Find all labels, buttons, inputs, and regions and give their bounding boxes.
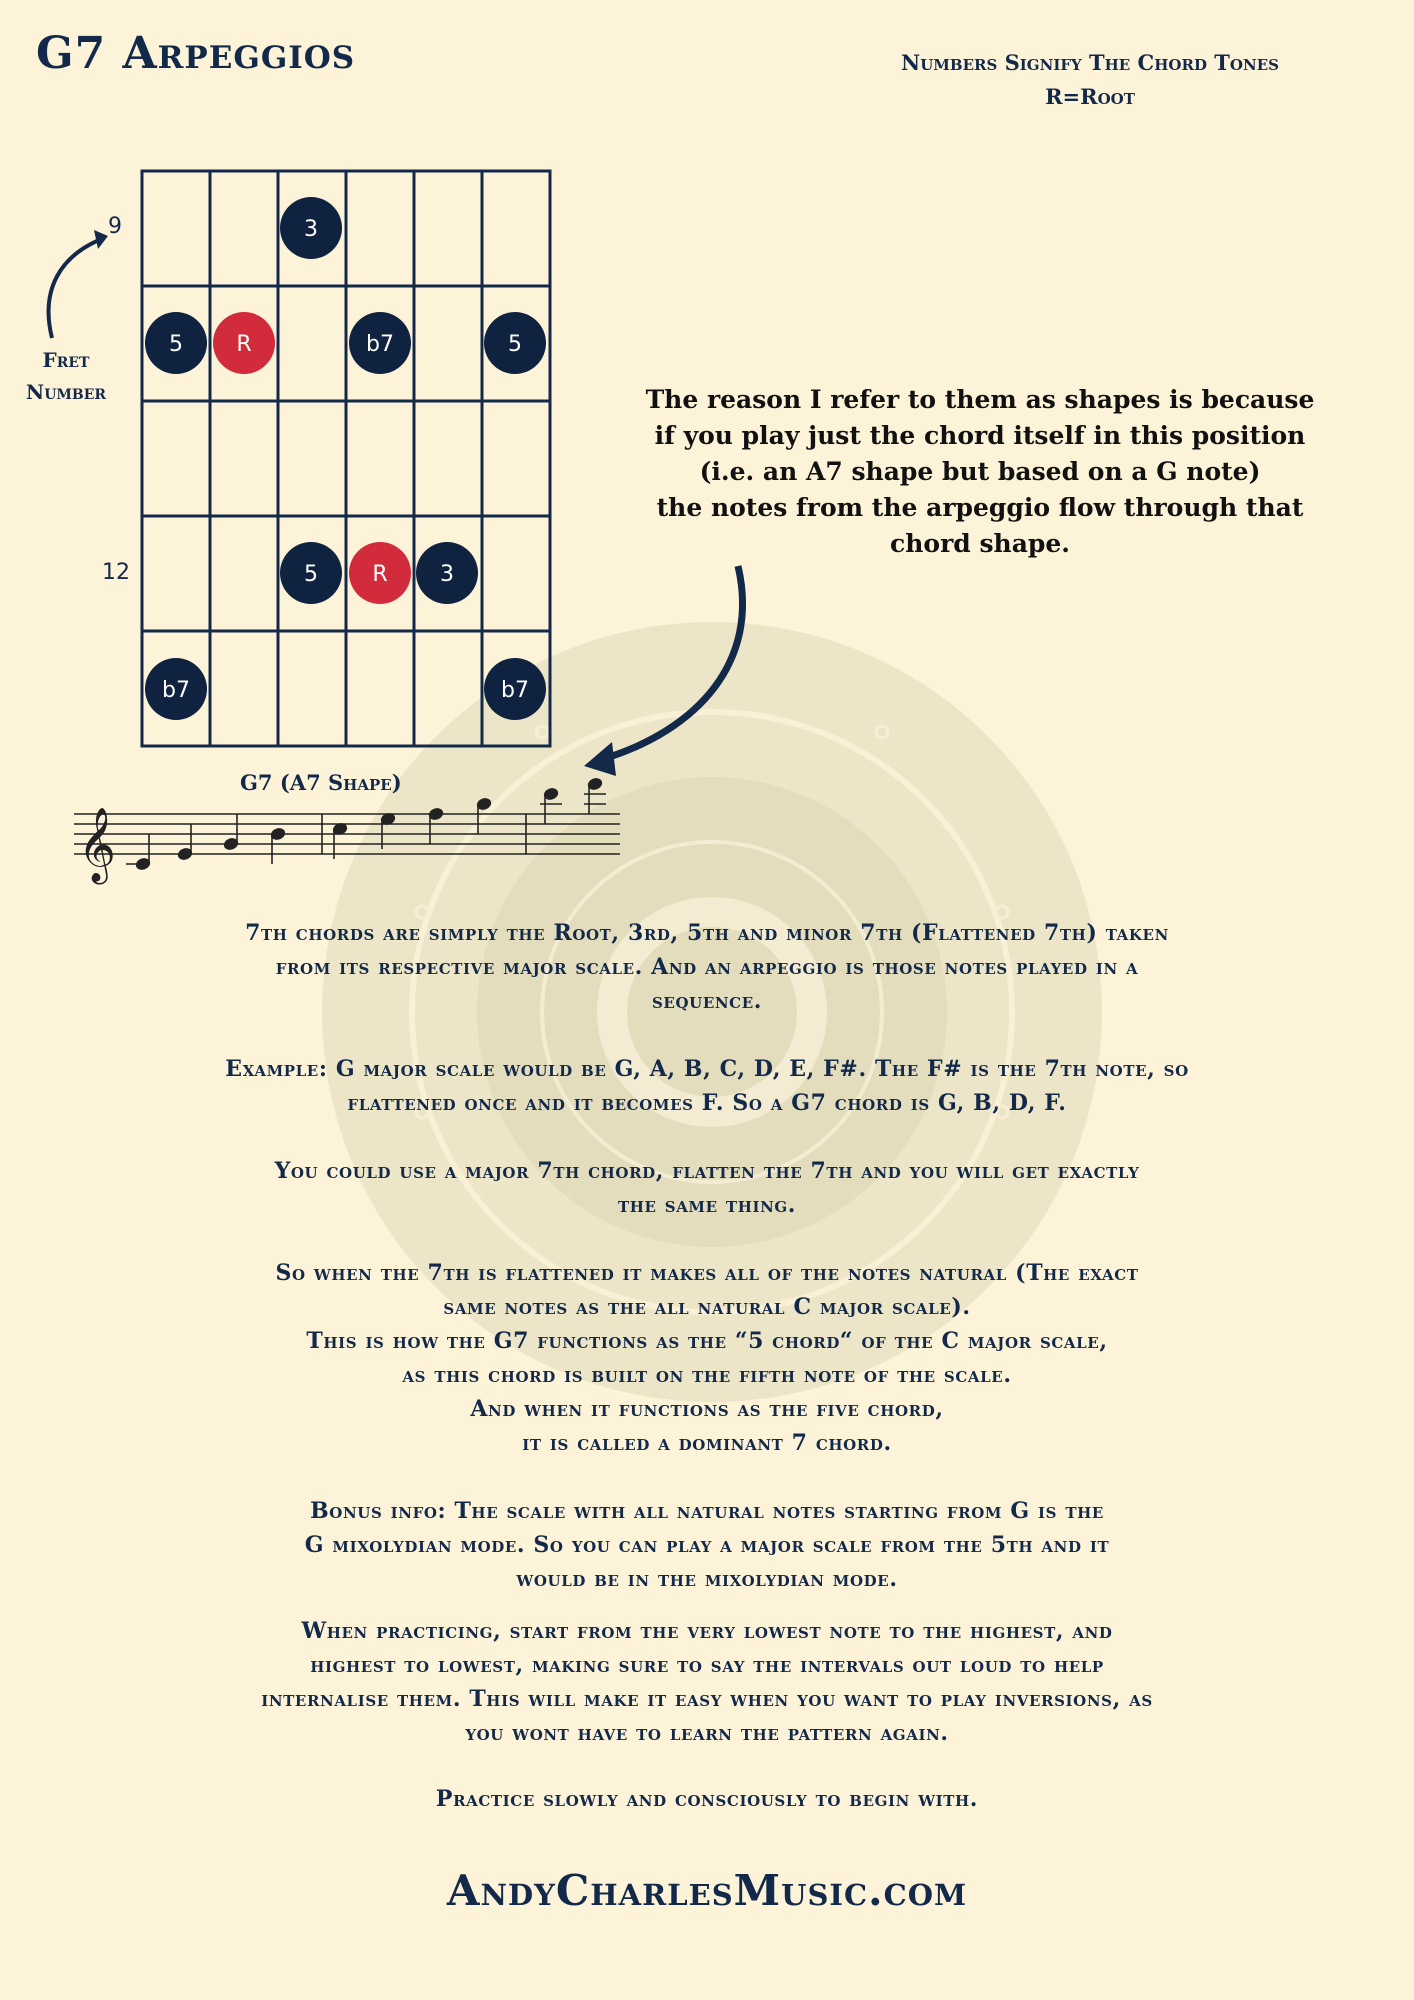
shape-explanation [640,382,1320,562]
paragraph-dominant [100,1256,1314,1460]
fret-number-arrow [49,230,108,338]
fret-number-label-line: Number [25,380,107,404]
chord-tone-note-line: Numbers Signify The Chord Tones [901,50,1279,75]
page-title: G7 Arpeggios [36,28,356,79]
paragraph-definition [100,916,1314,1018]
fret-dot [145,658,207,720]
explanation-line: the notes from the arpeggio flow through that [656,493,1304,522]
fret-number-label-line: Fret [42,348,90,372]
paragraph-practice [100,1614,1314,1750]
fret-dot [484,312,546,374]
paragraph-line: the same thing. [617,1192,797,1218]
paragraph-line: Example: G major scale would be G, A, B, C, D, E, F#. The F# is the 7th note, so [225,1056,1189,1082]
paragraph-example [100,1052,1314,1120]
fret-dot-label: R [236,332,252,357]
explanation-line: chord shape. [890,529,1070,558]
fret-dot [280,542,342,604]
fret-dot-label: 5 [304,562,318,587]
paragraph-line: You could use a major 7th chord, flatten the 7th and you will get exactly [274,1158,1140,1184]
root-legend: R=Root [1045,84,1135,109]
paragraph-line: When practicing, start from the very lowest note to the highest, and [301,1618,1113,1644]
paragraph-line: same notes as the all natural C major scale). [443,1294,971,1320]
explanation-line: if you play just the chord itself in this position [654,421,1306,450]
paragraph-slowly [100,1782,1314,1816]
fret-dot-root [349,542,411,604]
paragraph-line: Bonus info: The scale with all natural notes starting from G is the [310,1498,1104,1524]
explanation-line: The reason I refer to them as shapes is because [645,385,1315,414]
fret-dot-label: 5 [169,332,183,357]
paragraph-line: from its respective major scale. And an arpeggio is those notes played in a [275,954,1139,980]
paragraph-line: G mixolydian mode. So you can play a major scale from the 5th and it [304,1532,1110,1558]
explanation-arrow [584,566,743,776]
paragraph-line: 7th chords are simply the Root, 3rd, 5th and minor 7th (Flattened 7th) taken [245,920,1169,946]
fret-number-label [6,344,126,408]
fret-dot-label: b7 [366,332,394,357]
staff-label: G7 (A7 Shape) [240,770,402,795]
paragraph-line: internalise them. This will make it easy when you want to play inversions, as [261,1686,1153,1712]
paragraph-line: highest to lowest, making sure to say the intervals out loud to help [310,1652,1104,1678]
treble-clef-icon: 𝄞 [78,808,116,882]
paragraph-line: as this chord is built on the fifth note of the scale. [402,1362,1012,1388]
paragraph-line: sequence. [652,988,762,1014]
paragraph-line: would be in the mixolydian mode. [516,1566,898,1592]
paragraph-line: it is called a dominant 7 chord. [522,1430,892,1456]
paragraph-line: This is how the G7 functions as the “5 chord“ of the C major scale, [306,1328,1108,1354]
fret-dot-label: b7 [501,678,529,703]
fret-dot-label: 3 [304,217,318,242]
fret-dot [416,542,478,604]
paragraph-line: flattened once and it becomes F. So a G7 chord is G, B, D, F. [347,1090,1067,1116]
paragraph-major7 [100,1154,1314,1222]
fret-number-12: 12 [102,560,130,585]
fret-dot-root [213,312,275,374]
paragraph-line: you wont have to learn the pattern again. [465,1720,949,1746]
fret-number-9: 9 [108,214,122,239]
website-link[interactable]: AndyCharlesMusic.com [446,1866,968,1915]
fret-dot-label: b7 [162,678,190,703]
paragraph-line: Practice slowly and consciously to begin with. [435,1786,979,1812]
fret-dot-label: R [372,562,388,587]
paragraph-bonus [100,1494,1314,1596]
fret-dot [349,312,411,374]
fret-dot [280,197,342,259]
paragraph-line: So when the 7th is flattened it makes all of the notes natural (The exact [275,1260,1139,1286]
explanation-line: (i.e. an A7 shape but based on a G note) [699,457,1261,486]
fret-dot-label: 5 [508,332,522,357]
paragraph-line: And when it functions as the five chord, [470,1396,944,1422]
fret-dot [484,658,546,720]
fret-dot-label: 3 [440,562,454,587]
fret-dot [145,312,207,374]
